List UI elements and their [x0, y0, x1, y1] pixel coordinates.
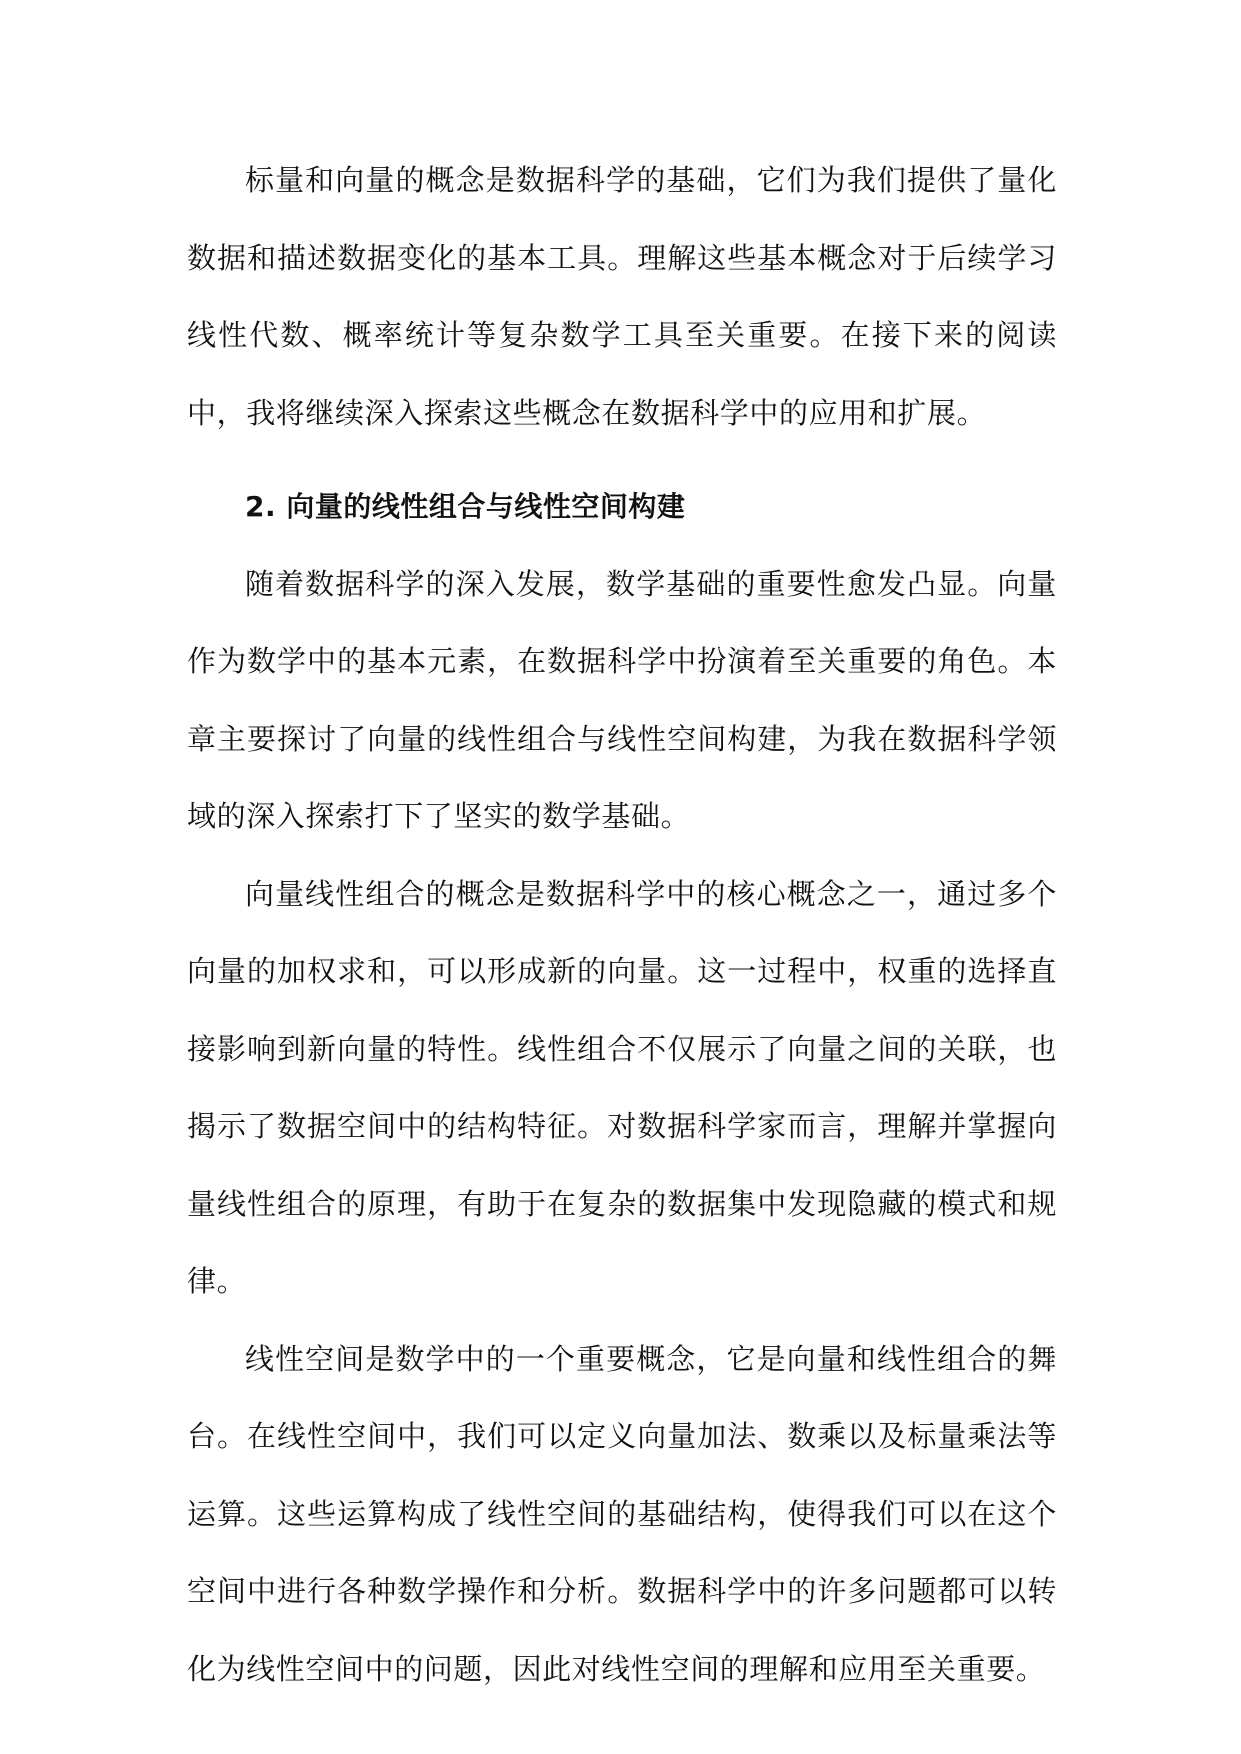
paragraph-linear-combination: 向量线性组合的概念是数据科学中的核心概念之一，通过多个向量的加权求和，可以形成新的向量。这一过程中，权重的选择直接影响到新向量的特性。线性组合不仅展示了向量之间的关联，也揭示了数据空间中的结构特征。对数据科学家而言，理解并掌握向量线性组合的原理，有助于在复杂的数据集中发现隐藏的模式和规律。 [187, 876, 1057, 1298]
paragraph-intro-summary: 标量和向量的概念是数据科学的基础，它们为我们提供了量化数据和描述数据变化的基本工具。理解这些基本概念对于后续学习线性代数、概率统计等复杂数学工具至关重要。在接下来的阅读中，我将继续深入探索这些概念在数据科学中的应用和扩展。 [187, 163, 1057, 430]
section-heading: 2. 向量的线性组合与线性空间构建 [245, 490, 686, 523]
document-body [187, 142, 1057, 1708]
paragraph-chapter-overview: 随着数据科学的深入发展，数学基础的重要性愈发凸显。向量作为数学中的基本元素，在数据科学中扮演着至关重要的角色。本章主要探讨了向量的线性组合与线性空间构建，为我在数据科学领域的深入探索打下了坚实的数学基础。 [187, 566, 1057, 833]
paragraph-linear-space: 线性空间是数学中的一个重要概念，它是向量和线性组合的舞台。在线性空间中，我们可以定义向量加法、数乘以及标量乘法等运算。这些运算构成了线性空间的基础结构，使得我们可以在这个空间中进行各种数学操作和分析。数据科学中的许多问题都可以转化为线性空间中的问题，因此对线性空间的理解和应用至关重要。 [187, 1341, 1057, 1686]
